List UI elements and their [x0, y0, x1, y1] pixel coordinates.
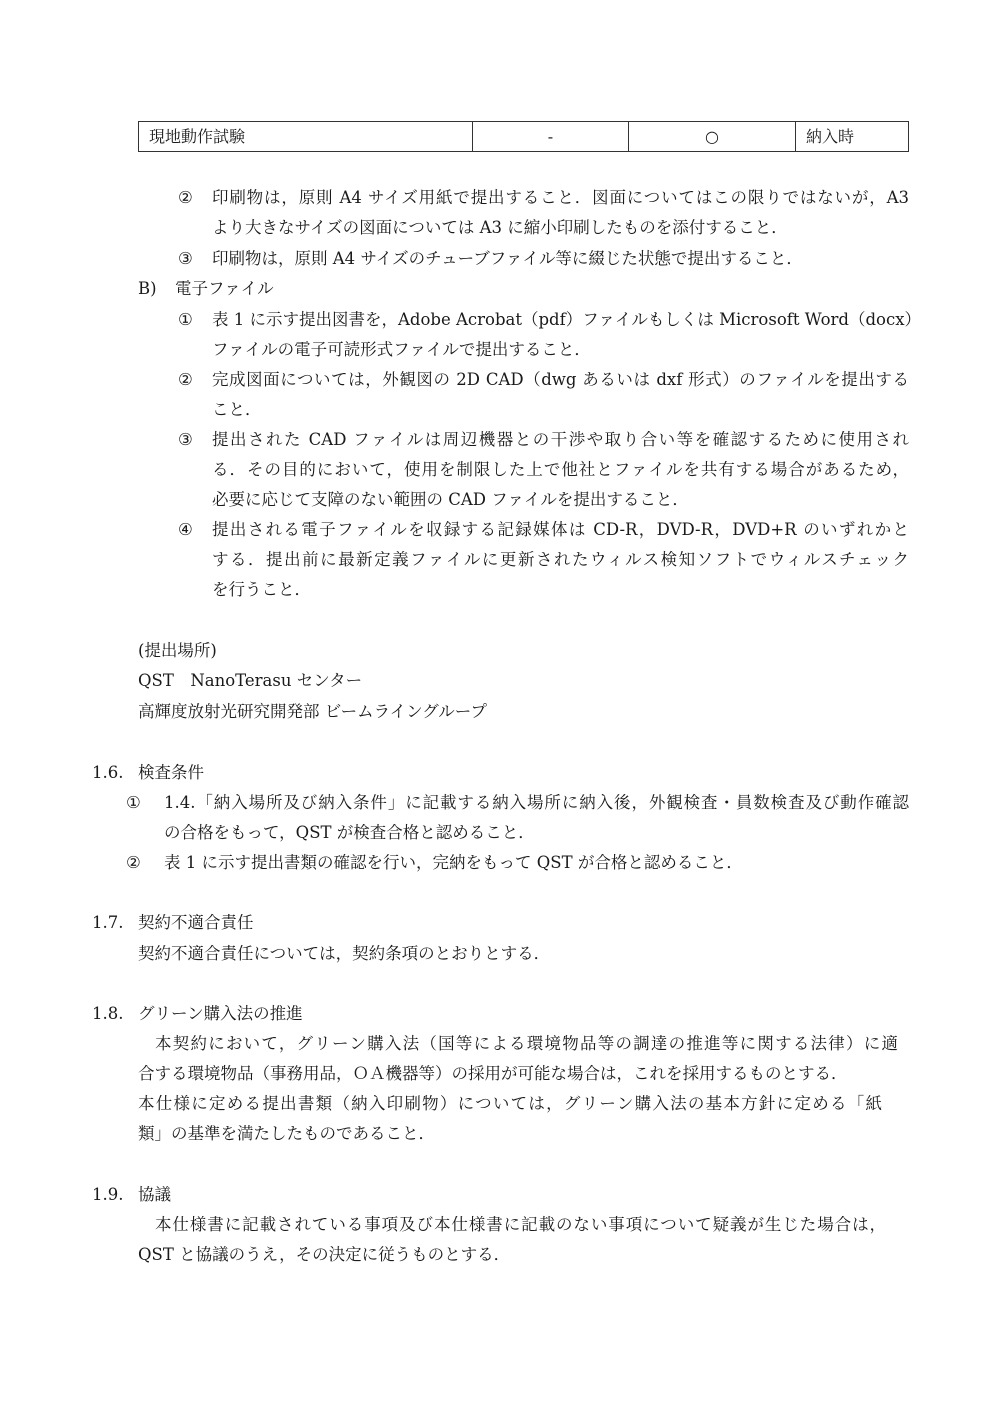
section-heading: 電子ファイル — [175, 279, 274, 298]
paragraph-line: 提出された CAD ファイルは周辺機器との干渉や取り合い等を確認するために使用され — [212, 430, 909, 449]
table-cell-dash: - — [473, 122, 629, 152]
submission-dept: 高輝度放射光研究開発部 ビームライングループ — [138, 702, 487, 721]
list-marker: ① — [178, 310, 193, 329]
section-number: 1.9. — [92, 1185, 124, 1204]
list-marker: ① — [126, 793, 141, 812]
paragraph-line: を行うこと． — [212, 580, 311, 599]
paragraph-line: 本仕様書に記載されている事項及び本仕様書に記載のない事項について疑義が生じた場合は， — [155, 1215, 886, 1234]
paragraph-line: の合格をもって，QST が検査合格と認めること． — [164, 823, 535, 842]
section-number: 1.6. — [92, 763, 124, 782]
section-title: 協議 — [138, 1185, 171, 1204]
submission-label: (提出場所) — [138, 641, 217, 660]
paragraph-line: 印刷物は，原則 A4 サイズ用紙で提出すること．図面についてはこの限りではないが，A3 — [212, 188, 909, 207]
paragraph-line: ファイルの電子可読形式ファイルで提出すること． — [212, 340, 591, 359]
submission-org: QST NanoTerasu センター — [138, 671, 363, 690]
paragraph-line: る．その目的において，使用を制限した上で他社とファイルを共有する場合があるため， — [212, 460, 909, 479]
section-title: 検査条件 — [138, 763, 204, 782]
paragraph-line: 類」の基準を満たしたものであること． — [138, 1124, 435, 1143]
paragraph-line: より大きなサイズの図面については A3 に縮小印刷したものを添付すること． — [212, 218, 788, 237]
table-cell-time: 納入時 — [796, 122, 909, 152]
paragraph-line: 提出される電子ファイルを収録する記録媒体は CD-R，DVD-R，DVD+R のいずれかと — [212, 520, 909, 539]
list-marker: ② — [178, 370, 193, 389]
list-marker: ② — [126, 853, 141, 872]
paragraph-line: 合する環境物品（事務用品，ＯＡ機器等）の採用が可能な場合は，これを採用するものとする． — [138, 1064, 848, 1083]
paragraph-line: 印刷物は，原則 A4 サイズのチューブファイル等に綴じた状態で提出すること． — [212, 249, 803, 268]
paragraph-line: 必要に応じて支障のない範囲の CAD ファイルを提出すること． — [212, 490, 689, 509]
paragraph-line: 契約不適合責任については，契約条項のとおりとする． — [138, 944, 551, 963]
section-title: 契約不適合責任 — [138, 913, 254, 932]
list-marker: ② — [178, 188, 193, 207]
table-cell-circle: ○ — [629, 122, 796, 152]
test-table — [138, 121, 909, 152]
section-title: グリーン購入法の推進 — [138, 1004, 303, 1023]
section-number: 1.7. — [92, 913, 124, 932]
section-marker: B) — [138, 279, 157, 298]
table-row — [139, 122, 909, 152]
section-number: 1.8. — [92, 1004, 124, 1023]
list-marker: ③ — [178, 249, 193, 268]
paragraph-line: 完成図面については，外観図の 2D CAD（dwg あるいは dxf 形式）のファイルを提出する — [212, 370, 909, 389]
table-cell-name: 現地動作試験 — [139, 122, 473, 152]
paragraph-line: する．提出前に最新定義ファイルに更新されたウィルス検知ソフトでウィルスチェック — [212, 550, 909, 569]
paragraph-line: こと． — [212, 400, 262, 419]
paragraph-line: 本仕様に定める提出書類（納入印刷物）については，グリーン購入法の基本方針に定める「紙 — [138, 1094, 882, 1113]
list-marker: ④ — [178, 520, 193, 539]
paragraph-line: 表 1 に示す提出図書を，Adobe Acrobat（pdf）ファイルもしくは Microsoft Word（docx） — [212, 310, 922, 329]
paragraph-line: 本契約において，グリーン購入法（国等による環境物品等の調達の推進等に関する法律）に適 — [155, 1034, 898, 1053]
paragraph-line: QST と協議のうえ，その決定に従うものとする． — [138, 1245, 511, 1264]
paragraph-line: 表 1 に示す提出書類の確認を行い，完納をもって QST が合格と認めること． — [164, 853, 743, 872]
paragraph-line: 1.4.「納入場所及び納入条件」に記載する納入場所に納入後，外観検査・員数検査及び動作確認 — [164, 793, 909, 812]
list-marker: ③ — [178, 430, 193, 449]
